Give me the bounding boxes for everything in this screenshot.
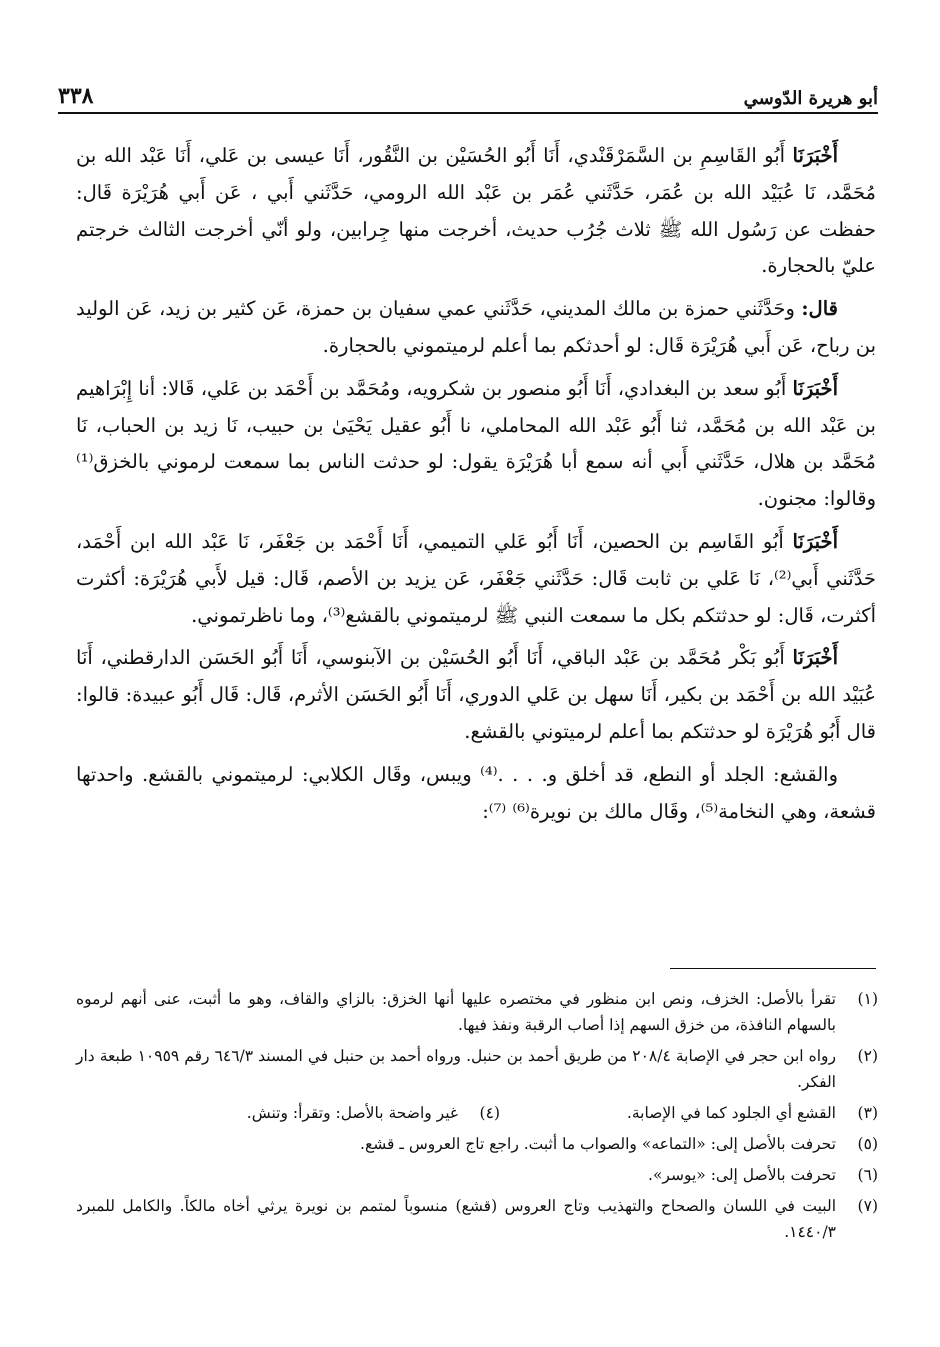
footnote-number: (١): [857, 990, 878, 1008]
paragraph-lead: أَخْبَرَنَا: [792, 646, 838, 670]
footnote: [76, 1131, 878, 1157]
paragraph-text: أَبُو القَاسِمِ بن السَّمَرْقَنْدي، أَنَا أَبُو الحُسَيْن بن النَّقُور، أَنَا عيسى بن عَلي، أَنَا عَبْد الله بن مُحَمَّد، نَا عُبَيْد الله بن عُمَر، حَدَّثَني عُمَر بن عَبْد الله الرومي، حَدَّثَني أَبي ، عَن أَبي هُرَيْرَة قَال: حفظت عن رَسُول الله ﷺ ثلاث جُرُب حديث، أخرجت منها جِرابين، ولو أنّي أخرجت الثالث خرجتم عليّ بالحجارة.: [76, 144, 876, 278]
paragraph: [76, 757, 876, 831]
running-title: أبو هريرة الدّوسي: [743, 88, 878, 109]
paragraph-lead: أَخْبَرَنَا: [792, 529, 838, 553]
footnote-text: البيت في اللسان والصحاح والتهذيب وتاج العروس (قشع) منسوباً لمتمم بن نويرة يرثي أخاه مالكاً. والكامل للمبرد ١٤٤٠/٣.: [76, 1197, 836, 1241]
page-number: ٣٣٨: [58, 83, 94, 109]
footnote-text: تقرأ بالأصل: الخزف، ونص ابن منظور في مختصره عليها أنها الخزق: بالزاي والقاف، وهو ما أثبت، عنى أنهم لرموه بالسهام النافذة، من خزق السهم إذا أصاب الرقبة ونفذ فيها.: [76, 990, 836, 1034]
footnote-row: [76, 1100, 878, 1126]
paragraph-lead: قال:: [801, 297, 838, 321]
paragraph-text: أَبُو بَكْر مُحَمَّد بن عَبْد الباقي، أَنَا أَبُو الحُسَيْن بن الآبنوسي، أَنَا أَبُو الحَسَن الدارقطني، أَنَا عُبَيْد الله بن أَحْمَد بن بكير، أَنَا سهل بن عَلي الدوري، أَنَا أَبُو الحَسَن الأثرم، قَال: قَال أَبُو عبيدة: قالوا: قال أَبُو هُرَيْرَة لو حدثتكم بما أعلم لرميتوني بالقشع.: [76, 646, 876, 743]
footnote-number: (٥): [857, 1135, 878, 1153]
paragraph-text: أَبُو القَاسِم بن الحصين، أَنَا أَبُو عَلي التميمي، أَنَا أَحْمَد بن جَعْفَر، نَا عَبْد الله ابن أَحْمَد، حَدَّثَني أَبي⁽²⁾، نَا عَلي بن ثابت قَال: حَدَّثَني جَعْفَر، عَن يزيد بن الأصم، قَال: قيل لأَبي هُرَيْرَة: أكثرت أكثرت، قَال: لو حدثتكم بكل ما سمعت النبي ﷺ لرميتموني بالقشع⁽³⁾، وما ناظرتموني.: [76, 529, 876, 627]
footnotes: [76, 986, 878, 1250]
paragraph-text: وحَدَّثَني حمزة بن مالك المديني، حَدَّثَني عمي سفيان بن حمزة، عَن كثير بن زيد، عَن الوليد بن رباح، عَن أَبي هُرَيْرَة قَال: لو أحدثكم بما أعلم لرميتموني بالحجارة.: [76, 297, 876, 357]
footnote: [76, 1162, 878, 1188]
footnote-text: تحرفت بالأصل إلى: «يوسر».: [648, 1166, 836, 1184]
paragraph-text: أَبُو سعد بن البغدادي، أَنَا أَبُو منصور بن شكرويه، ومُحَمَّد بن أَحْمَد بن عَلي، قَالا: أنا إِبْرَاهيم بن عَبْد الله بن مُحَمَّد، ثنا أَبُو عَبْد الله المحاملي، نا أَبُو عقيل يَحْيَىٰ بن حبيب، نَا زيد بن الحباب، نَا مُحَمَّد بن هلال، حَدَّثَني أَبي أنه سمع أبا هُرَيْرَة يقول: لو حدثت الناس بما سمعت لرموني بالخزق⁽¹⁾ وقالوا: مجنون.: [76, 376, 876, 511]
footnote-divider: [670, 968, 876, 969]
running-head: [58, 78, 878, 114]
footnote-text: غير واضحة بالأصل: وتقرأ: وتنش.: [246, 1104, 458, 1122]
paragraph-lead: أَخْبَرَنَا: [792, 376, 838, 400]
footnote-text: القشع أي الجلود كما في الإصابة.: [626, 1104, 836, 1122]
footnote-number: (٦): [857, 1166, 878, 1184]
footnote-number: (٣): [857, 1104, 878, 1122]
footnote-number: (٢): [857, 1047, 878, 1065]
paragraph: [76, 138, 876, 285]
footnote-text: رواه ابن حجر في الإصابة ٢٠٨/٤ من طريق أحمد بن حنبل. ورواه أحمد بن حنبل في المسند ٦٤٦/٣ رقم ١٠٩٥٩ طبعة دار الفكر.: [76, 1047, 837, 1091]
paragraph: [76, 524, 876, 634]
footnote-number: (٧): [857, 1197, 878, 1215]
footnote: [76, 986, 878, 1038]
paragraph: [76, 291, 876, 365]
footnote: [247, 1100, 500, 1126]
paragraph-text: والقشع: الجلد أو النطع، قد أخلق و. . . .⁽⁴⁾ ويبس، وقَال الكلابي: لرميتموني بالقشع. واحدتها قشعة، وهي النخامة⁽⁵⁾، وقَال مالك بن نويرة⁽⁶⁾ ⁽⁷⁾:: [76, 762, 876, 823]
footnote: [76, 1193, 878, 1245]
paragraph-lead: أَخْبَرَنَا: [792, 144, 838, 167]
footnote-number: (٤): [479, 1104, 500, 1122]
main-text: [76, 138, 876, 836]
footnote: [500, 1100, 878, 1126]
footnote-text: تحرفت بالأصل إلى: «التماعه» والصواب ما أثبت. راجع تاج العروس ـ قشع.: [360, 1135, 836, 1153]
footnote: [76, 1043, 878, 1095]
paragraph: [76, 371, 876, 518]
paragraph: [76, 640, 876, 750]
